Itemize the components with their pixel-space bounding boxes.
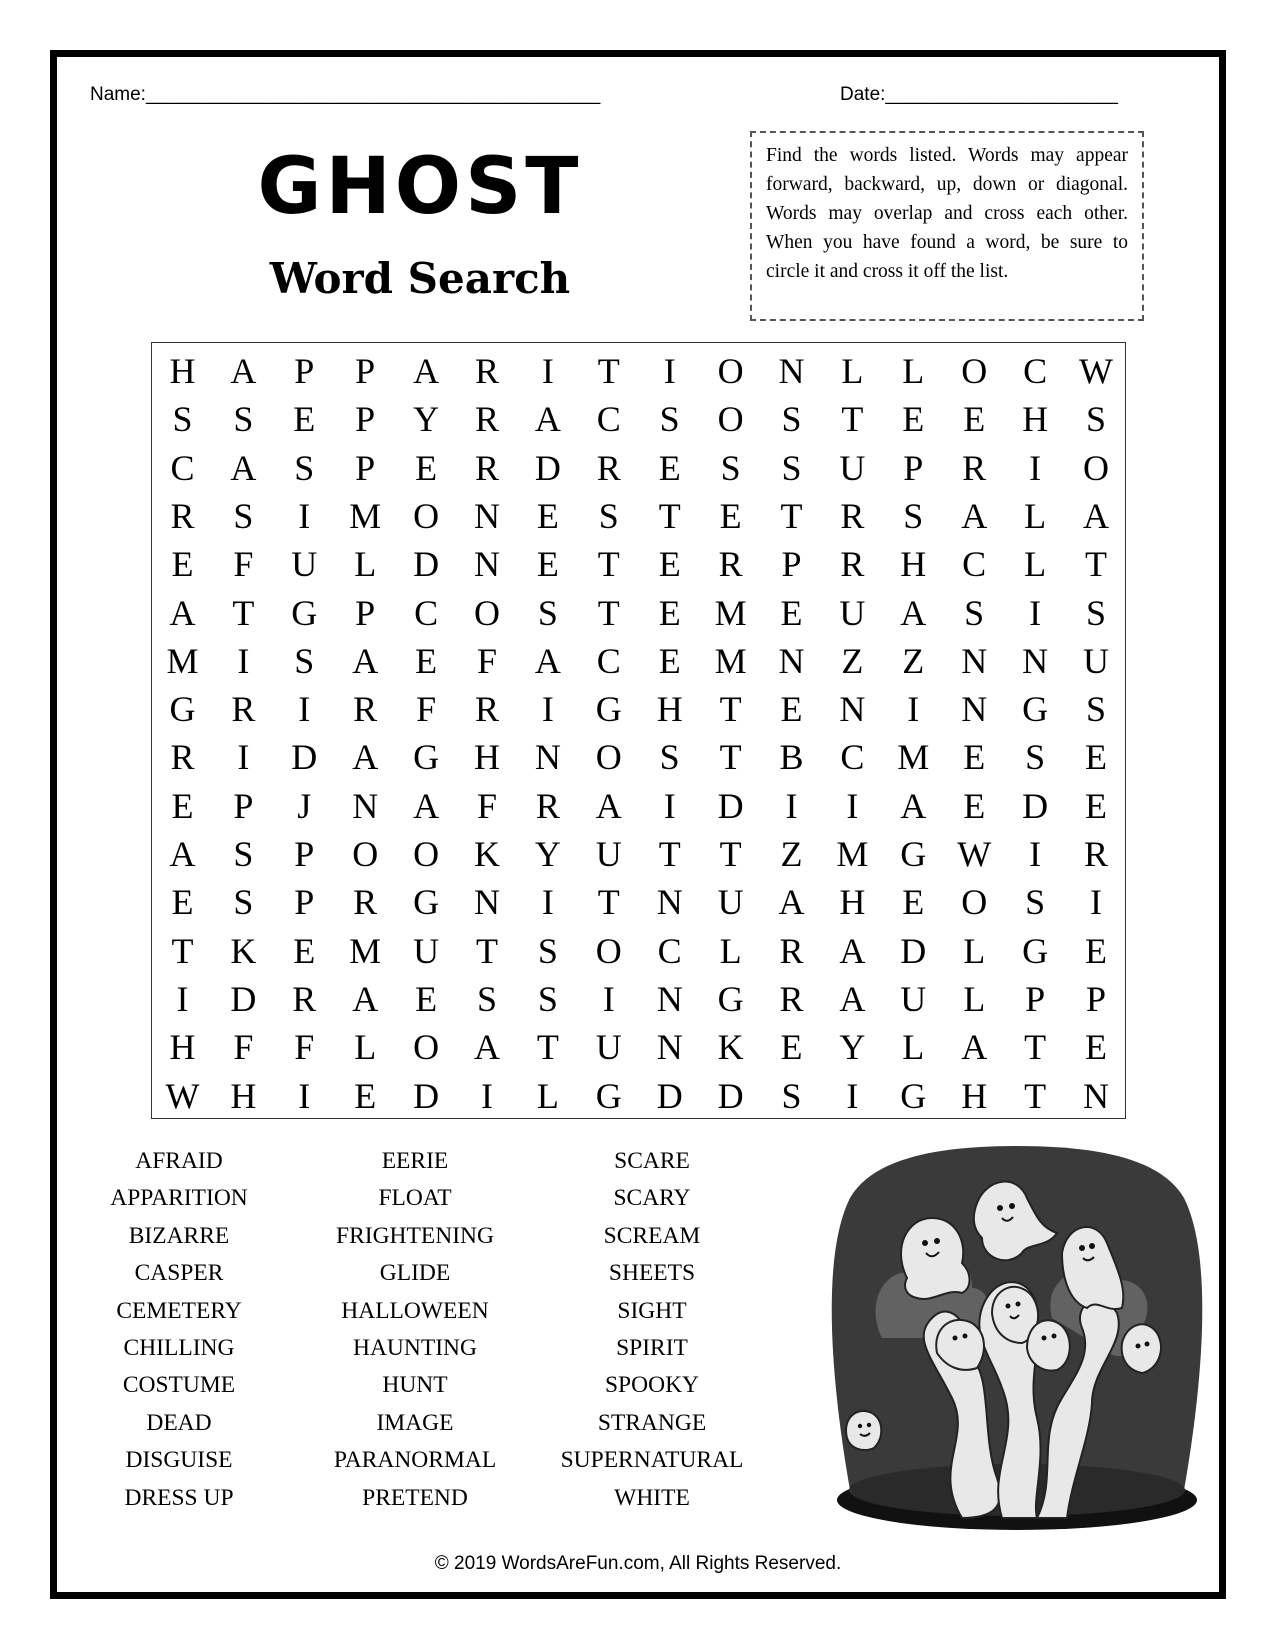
grid-cell[interactable]: S xyxy=(294,447,315,488)
grid-cell[interactable]: T xyxy=(597,544,620,585)
grid-cell[interactable]: M xyxy=(714,592,747,633)
grid-cell[interactable]: P xyxy=(294,882,315,923)
grid-cell[interactable]: H xyxy=(656,689,683,730)
grid-cell[interactable]: H xyxy=(900,544,927,585)
word-list-item: SHEETS xyxy=(608,1260,696,1287)
word-list-item: IMAGE xyxy=(376,1409,454,1436)
grid-cell[interactable]: E xyxy=(902,399,925,440)
word-list-item: CEMETERY xyxy=(116,1297,242,1324)
grid-cell[interactable]: R xyxy=(596,447,621,488)
grid-cell[interactable]: N xyxy=(778,351,805,391)
grid-cell[interactable]: O xyxy=(961,351,988,391)
grid-cell[interactable]: S xyxy=(233,495,254,536)
grid-cell[interactable]: I xyxy=(1029,592,1042,633)
grid-cell[interactable]: H xyxy=(230,1075,257,1116)
grid-cell[interactable]: S xyxy=(294,640,315,681)
grid-cell[interactable]: H xyxy=(169,351,196,391)
grid-cell[interactable]: U xyxy=(595,1027,622,1068)
grid-cell[interactable]: N xyxy=(1022,640,1049,681)
grid-cell[interactable]: S xyxy=(1085,689,1107,730)
word-list-item: SPIRIT xyxy=(616,1334,688,1361)
grid-cell[interactable]: L xyxy=(354,1027,377,1068)
date-field[interactable]: Date:______________________ xyxy=(840,84,1118,105)
grid-cell[interactable]: C xyxy=(1023,351,1048,391)
grid-cell[interactable]: E xyxy=(1085,1027,1107,1068)
grid-cell[interactable]: A xyxy=(413,785,440,826)
grid-cell[interactable]: L xyxy=(902,351,925,391)
grid-cell[interactable]: M xyxy=(897,737,930,778)
grid-cell[interactable]: S xyxy=(537,930,558,971)
grid-cell[interactable]: S xyxy=(781,399,802,440)
grid-cell[interactable]: K xyxy=(474,834,500,874)
word-list-item: DRESS UP xyxy=(124,1484,234,1511)
grid-cell[interactable]: P xyxy=(1085,978,1107,1019)
grid-cell[interactable]: T xyxy=(658,834,681,874)
grid-cell[interactable]: O xyxy=(595,930,622,971)
grid-cell[interactable]: I xyxy=(541,882,554,923)
grid-cell[interactable]: C xyxy=(596,640,621,681)
grid-cell[interactable]: E xyxy=(293,399,316,440)
grid-cell[interactable]: E xyxy=(780,1027,803,1068)
grid-cell[interactable]: D xyxy=(534,447,561,488)
grid-cell[interactable]: U xyxy=(1083,640,1109,681)
grid-cell[interactable]: Y xyxy=(534,834,561,874)
grid-cell[interactable]: T xyxy=(171,930,194,971)
grid-cell[interactable]: H xyxy=(961,1075,988,1116)
grid-cell[interactable]: I xyxy=(298,495,311,536)
grid-cell[interactable]: P xyxy=(355,592,376,633)
word-list-item: HALLOWEEN xyxy=(341,1297,489,1324)
grid-cell[interactable]: N xyxy=(474,495,500,536)
grid-cell[interactable]: P xyxy=(1025,978,1046,1019)
grid-cell[interactable]: N xyxy=(961,689,988,730)
grid-cell[interactable]: T xyxy=(1024,1075,1047,1116)
grid-cell[interactable]: R xyxy=(779,978,804,1019)
grid-cell[interactable]: Z xyxy=(841,640,864,681)
grid-cell[interactable]: M xyxy=(166,640,199,681)
word-list-item: BIZARRE xyxy=(128,1222,230,1249)
grid-cell[interactable]: F xyxy=(416,689,437,730)
word-list-item: SCREAM xyxy=(603,1222,701,1249)
grid-cell[interactable]: S xyxy=(476,978,498,1019)
grid-cell[interactable]: P xyxy=(355,447,376,488)
grid-cell[interactable]: T xyxy=(476,930,498,971)
grid-cell[interactable]: P xyxy=(355,351,376,391)
grid-cell[interactable]: S xyxy=(781,447,802,488)
grid-cell[interactable]: E xyxy=(780,592,803,633)
grid-cell[interactable]: K xyxy=(717,1027,744,1068)
grid-cell[interactable]: E xyxy=(536,495,559,536)
grid-cell[interactable]: A xyxy=(413,351,440,391)
grid-cell[interactable]: C xyxy=(657,930,682,971)
grid-cell[interactable]: G xyxy=(900,834,927,874)
grid-cell[interactable]: E xyxy=(293,930,316,971)
grid-cell[interactable]: A xyxy=(595,785,622,826)
grid-cell[interactable]: S xyxy=(1025,737,1046,778)
grid-cell[interactable]: S xyxy=(1085,399,1107,440)
grid-cell[interactable]: D xyxy=(413,544,440,585)
grid-cell[interactable]: I xyxy=(298,689,311,730)
grid-cell[interactable]: E xyxy=(658,640,681,681)
grid-cell[interactable]: T xyxy=(719,834,742,874)
grid-cell[interactable]: T xyxy=(719,689,742,730)
grid-cell[interactable]: R xyxy=(718,544,743,585)
word-list-item: PARANORMAL xyxy=(333,1447,497,1474)
grid-cell[interactable]: L xyxy=(719,930,742,971)
grid-cell[interactable]: A xyxy=(352,640,379,681)
grid-cell[interactable]: R xyxy=(474,399,499,440)
grid-cell[interactable]: N xyxy=(656,978,683,1019)
grid-cell[interactable]: A xyxy=(900,785,927,826)
grid-cell[interactable]: S xyxy=(781,1075,802,1116)
grid-cell[interactable]: S xyxy=(537,978,558,1019)
grid-cell[interactable]: I xyxy=(541,689,554,730)
grid-cell[interactable]: P xyxy=(233,785,254,826)
grid-cell[interactable]: A xyxy=(352,978,379,1019)
name-field[interactable]: Name:___________________________________________ xyxy=(90,84,601,105)
page-title: GHOST xyxy=(257,142,583,232)
grid-cell[interactable]: G xyxy=(169,689,196,730)
grid-cell[interactable]: W xyxy=(1079,351,1113,391)
letter-grid xyxy=(151,342,1126,1119)
grid-cell[interactable]: U xyxy=(839,447,866,488)
grid-cell[interactable]: R xyxy=(840,495,865,536)
grid-cell[interactable]: L xyxy=(963,978,986,1019)
grid-cell[interactable]: L xyxy=(841,351,864,391)
grid-cell[interactable]: U xyxy=(717,882,744,923)
ghost-group-icon xyxy=(822,1138,1212,1538)
grid-cell[interactable]: E xyxy=(719,495,742,536)
grid-cell[interactable]: R xyxy=(353,882,378,923)
word-list-item: FLOAT xyxy=(378,1185,452,1212)
word-list-item: WHITE xyxy=(614,1484,690,1511)
grid-cell[interactable]: N xyxy=(534,737,561,778)
grid-cell[interactable]: R xyxy=(353,689,378,730)
grid-cell[interactable]: T xyxy=(841,399,864,440)
grid-cell[interactable]: D xyxy=(413,1075,440,1116)
grid-cell[interactable]: L xyxy=(1024,495,1047,536)
word-list-item: APPARITION xyxy=(110,1185,248,1212)
grid-cell[interactable]: U xyxy=(900,978,927,1019)
grid-cell[interactable]: A xyxy=(778,882,805,923)
grid-cell[interactable]: D xyxy=(1022,785,1049,826)
grid-cell[interactable]: F xyxy=(233,1027,254,1068)
grid-cell[interactable]: T xyxy=(597,351,620,391)
grid-cell[interactable]: C xyxy=(596,399,621,440)
grid-cell[interactable]: C xyxy=(840,737,865,778)
word-list-item: SUPERNATURAL xyxy=(560,1447,744,1474)
grid-cell[interactable]: I xyxy=(663,351,676,391)
grid-cell[interactable]: N xyxy=(656,882,683,923)
grid-cell[interactable]: E xyxy=(902,882,925,923)
grid-cell[interactable]: W xyxy=(165,1075,200,1116)
grid-cell[interactable]: I xyxy=(785,785,798,826)
grid-cell[interactable]: R xyxy=(1083,834,1108,874)
grid-cell[interactable]: T xyxy=(658,495,681,536)
grid-cell[interactable]: I xyxy=(237,640,250,681)
grid-cell[interactable]: S xyxy=(233,399,254,440)
grid-cell[interactable]: I xyxy=(298,1075,311,1116)
grid-cell[interactable]: T xyxy=(597,882,620,923)
grid-cell[interactable]: T xyxy=(1085,544,1107,585)
grid-cell[interactable]: L xyxy=(963,930,986,971)
grid-cell[interactable]: G xyxy=(413,882,440,923)
word-list-item: HUNT xyxy=(382,1372,448,1399)
grid-cell[interactable]: L xyxy=(902,1027,925,1068)
grid-cell[interactable]: E xyxy=(963,737,986,778)
word-list-item: FRIGHTENING xyxy=(336,1222,494,1249)
grid-cell[interactable]: R xyxy=(170,737,195,778)
grid-cell[interactable]: S xyxy=(1085,592,1107,633)
grid-cell[interactable]: C xyxy=(962,544,987,585)
grid-cell[interactable]: H xyxy=(1022,399,1049,440)
grid-cell[interactable]: N xyxy=(352,785,379,826)
grid-cell[interactable]: N xyxy=(778,640,805,681)
grid-cell[interactable]: O xyxy=(717,399,744,440)
grid-cell[interactable]: E xyxy=(171,882,194,923)
grid-cell[interactable]: U xyxy=(595,834,622,874)
grid-cell[interactable]: F xyxy=(294,1027,315,1068)
grid-cell[interactable]: R xyxy=(535,785,560,826)
grid-cell[interactable]: J xyxy=(297,785,312,826)
grid-cell[interactable]: G xyxy=(291,592,318,633)
grid-cell[interactable]: M xyxy=(349,930,382,971)
grid-cell[interactable]: I xyxy=(907,689,920,730)
word-list-item: DEAD xyxy=(146,1409,212,1436)
grid-cell[interactable]: T xyxy=(536,1027,559,1068)
grid-cell[interactable]: I xyxy=(541,351,554,391)
grid-cell[interactable]: R xyxy=(474,689,499,730)
grid-cell[interactable]: I xyxy=(1029,834,1042,874)
grid-cell[interactable]: A xyxy=(839,978,866,1019)
grid-cell[interactable]: M xyxy=(349,495,382,536)
grid-cell[interactable]: T xyxy=(232,592,255,633)
instructions-box: Find the words listed. Words may appear forward, backward, up, down or diagonal. Words may overlap and cross each other. When you have found a word, be sure to circle it and cross it off the list. xyxy=(750,131,1144,321)
grid-cell[interactable]: I xyxy=(481,1075,493,1116)
grid-cell[interactable]: I xyxy=(846,1075,859,1116)
grid-cell[interactable]: T xyxy=(597,592,620,633)
grid-cell[interactable]: O xyxy=(413,1027,440,1068)
grid-cell[interactable]: A xyxy=(474,1027,500,1068)
grid-cell[interactable]: D xyxy=(230,978,257,1019)
grid-cell[interactable]: K xyxy=(230,930,257,971)
grid-cell[interactable]: W xyxy=(957,834,992,874)
grid-cell[interactable]: C xyxy=(170,447,195,488)
grid-cell[interactable]: S xyxy=(598,495,619,536)
grid-cell[interactable]: E xyxy=(171,785,194,826)
grid-cell[interactable]: L xyxy=(1024,544,1047,585)
grid-cell[interactable]: R xyxy=(840,544,865,585)
grid-cell[interactable]: P xyxy=(781,544,802,585)
grid-cell[interactable]: N xyxy=(474,882,500,923)
grid-cell[interactable]: T xyxy=(1024,1027,1047,1068)
page-subtitle: Word Search xyxy=(269,254,571,303)
grid-cell[interactable]: F xyxy=(476,640,498,681)
word-list-item: PRETEND xyxy=(362,1484,468,1511)
grid-cell[interactable]: F xyxy=(233,544,254,585)
grid-cell[interactable]: S xyxy=(659,399,680,440)
grid-cell[interactable]: Y xyxy=(413,399,440,440)
word-list-item: COSTUME xyxy=(122,1372,236,1399)
grid-cell[interactable]: Z xyxy=(780,834,803,874)
grid-cell[interactable]: H xyxy=(169,1027,196,1068)
grid-cell[interactable]: S xyxy=(537,592,558,633)
grid-cell[interactable]: A xyxy=(1083,495,1109,536)
grid-cell[interactable]: E xyxy=(415,640,438,681)
grid-cell[interactable]: G xyxy=(900,1075,927,1116)
grid-cell[interactable]: E xyxy=(780,689,803,730)
grid-cell[interactable]: D xyxy=(291,737,318,778)
grid-cell[interactable]: N xyxy=(839,689,866,730)
grid-cell[interactable]: E xyxy=(415,447,438,488)
word-list-item: EERIE xyxy=(381,1148,449,1174)
grid-cell[interactable]: A xyxy=(839,930,866,971)
grid-cell[interactable]: E xyxy=(1085,737,1107,778)
grid-cell[interactable]: S xyxy=(659,737,680,778)
grid-cell[interactable]: R xyxy=(779,930,804,971)
grid-cell[interactable]: Y xyxy=(839,1027,866,1068)
grid-cell[interactable]: A xyxy=(230,447,257,488)
grid-cell[interactable]: G xyxy=(1022,689,1049,730)
grid-cell[interactable]: O xyxy=(413,495,440,536)
grid-cell[interactable]: H xyxy=(474,737,500,778)
grid-cell[interactable]: E xyxy=(963,785,986,826)
grid-cell[interactable]: E xyxy=(415,978,438,1019)
grid-cell[interactable]: U xyxy=(413,930,440,971)
grid-cell[interactable]: O xyxy=(595,737,622,778)
grid-cell[interactable]: A xyxy=(352,737,379,778)
word-list-item: DISGUISE xyxy=(125,1447,233,1474)
grid-cell[interactable]: P xyxy=(294,834,315,874)
word-list-item: GLIDE xyxy=(379,1260,451,1287)
grid-cell[interactable]: R xyxy=(474,351,499,391)
grid-cell[interactable]: E xyxy=(658,447,681,488)
grid-cell[interactable]: S xyxy=(964,592,985,633)
grid-cell[interactable]: S xyxy=(233,882,254,923)
grid-cell[interactable]: I xyxy=(1029,447,1042,488)
grid-cell[interactable]: R xyxy=(231,689,256,730)
grid-cell[interactable]: T xyxy=(719,737,742,778)
grid-cell[interactable]: L xyxy=(536,1075,559,1116)
word-list-item: SCARY xyxy=(613,1185,691,1212)
grid-cell[interactable]: B xyxy=(779,737,804,778)
copyright-notice: © 2019 WordsAreFun.com, All Rights Reserved. xyxy=(434,1553,842,1574)
grid-cell[interactable]: R xyxy=(962,447,987,488)
grid-cell[interactable]: O xyxy=(413,834,440,874)
grid-cell[interactable]: O xyxy=(717,351,744,391)
word-list-column-3 xyxy=(502,1143,802,1517)
grid-cell[interactable]: E xyxy=(536,544,559,585)
grid-cell[interactable]: D xyxy=(900,930,927,971)
word-list-item: CASPER xyxy=(134,1260,224,1287)
grid-cell[interactable]: E xyxy=(963,399,986,440)
grid-cell[interactable]: F xyxy=(476,785,498,826)
grid-cell[interactable]: D xyxy=(656,1075,683,1116)
grid-cell[interactable]: E xyxy=(658,544,681,585)
word-list-item: CHILLING xyxy=(123,1334,235,1361)
grid-cell[interactable]: A xyxy=(961,1027,988,1068)
grid-cell[interactable]: S xyxy=(903,495,924,536)
grid-cell[interactable]: S xyxy=(233,834,254,874)
grid-cell[interactable]: A xyxy=(961,495,988,536)
grid-cell[interactable]: N xyxy=(961,640,988,681)
grid-cell[interactable]: O xyxy=(474,592,500,633)
grid-cell[interactable]: E xyxy=(1085,785,1107,826)
word-list-item: HAUNTING xyxy=(352,1334,477,1361)
grid-cell[interactable]: P xyxy=(294,351,315,391)
grid-cell[interactable]: E xyxy=(1085,930,1107,971)
grid-cell[interactable]: I xyxy=(663,785,676,826)
grid-cell[interactable]: H xyxy=(839,882,866,923)
grid-cell[interactable]: T xyxy=(780,495,803,536)
grid-cell[interactable]: P xyxy=(355,399,376,440)
grid-cell[interactable]: E xyxy=(354,1075,377,1116)
grid-cell[interactable]: L xyxy=(354,544,377,585)
grid-cell[interactable]: G xyxy=(413,737,440,778)
grid-cell[interactable]: G xyxy=(1022,930,1049,971)
word-list-item: STRANGE xyxy=(597,1409,707,1436)
grid-cell[interactable]: U xyxy=(291,544,318,585)
grid-cell[interactable]: G xyxy=(595,689,622,730)
word-list-item: SCARE xyxy=(614,1148,690,1174)
grid-cell[interactable]: I xyxy=(602,978,615,1019)
grid-cell[interactable]: A xyxy=(534,399,561,440)
grid-cell[interactable]: A xyxy=(230,351,257,391)
grid-cell[interactable]: Z xyxy=(902,640,925,681)
grid-cell[interactable]: S xyxy=(172,399,193,440)
grid-cell[interactable]: E xyxy=(171,544,194,585)
grid-cell[interactable]: P xyxy=(903,447,924,488)
grid-cell[interactable]: M xyxy=(714,640,747,681)
grid-cell[interactable]: N xyxy=(1083,1075,1109,1116)
grid-cell[interactable]: I xyxy=(237,737,250,778)
grid-cell[interactable]: D xyxy=(717,785,744,826)
grid-cell[interactable]: R xyxy=(170,495,195,536)
grid-cell[interactable]: I xyxy=(176,978,189,1019)
grid-cell[interactable]: N xyxy=(474,544,500,585)
grid-cell[interactable]: O xyxy=(352,834,379,874)
grid-cell[interactable]: R xyxy=(474,447,499,488)
grid-cell[interactable]: A xyxy=(900,592,927,633)
grid-cell[interactable]: A xyxy=(534,640,561,681)
grid-cell[interactable]: G xyxy=(595,1075,622,1116)
grid-cell[interactable]: A xyxy=(169,834,196,874)
grid-cell[interactable]: C xyxy=(414,592,439,633)
grid-cell[interactable]: O xyxy=(961,882,988,923)
grid-cell[interactable]: S xyxy=(1025,882,1046,923)
grid-cell[interactable]: E xyxy=(658,592,681,633)
grid-cell[interactable]: A xyxy=(169,592,196,633)
word-list-item: AFRAID xyxy=(135,1148,223,1174)
grid-cell[interactable]: S xyxy=(720,447,741,488)
word-list-item: SIGHT xyxy=(617,1297,687,1324)
grid-cell[interactable]: M xyxy=(836,834,869,874)
word-list-item: SPOOKY xyxy=(604,1372,700,1399)
grid-cell[interactable]: R xyxy=(292,978,317,1019)
grid-cell[interactable]: G xyxy=(717,978,744,1019)
grid-cell[interactable]: O xyxy=(1083,447,1109,488)
grid-cell[interactable]: I xyxy=(1090,882,1102,923)
grid-cell[interactable]: I xyxy=(846,785,859,826)
grid-cell[interactable]: D xyxy=(717,1075,744,1116)
grid-cell[interactable]: U xyxy=(839,592,866,633)
grid-cell[interactable]: N xyxy=(656,1027,683,1068)
